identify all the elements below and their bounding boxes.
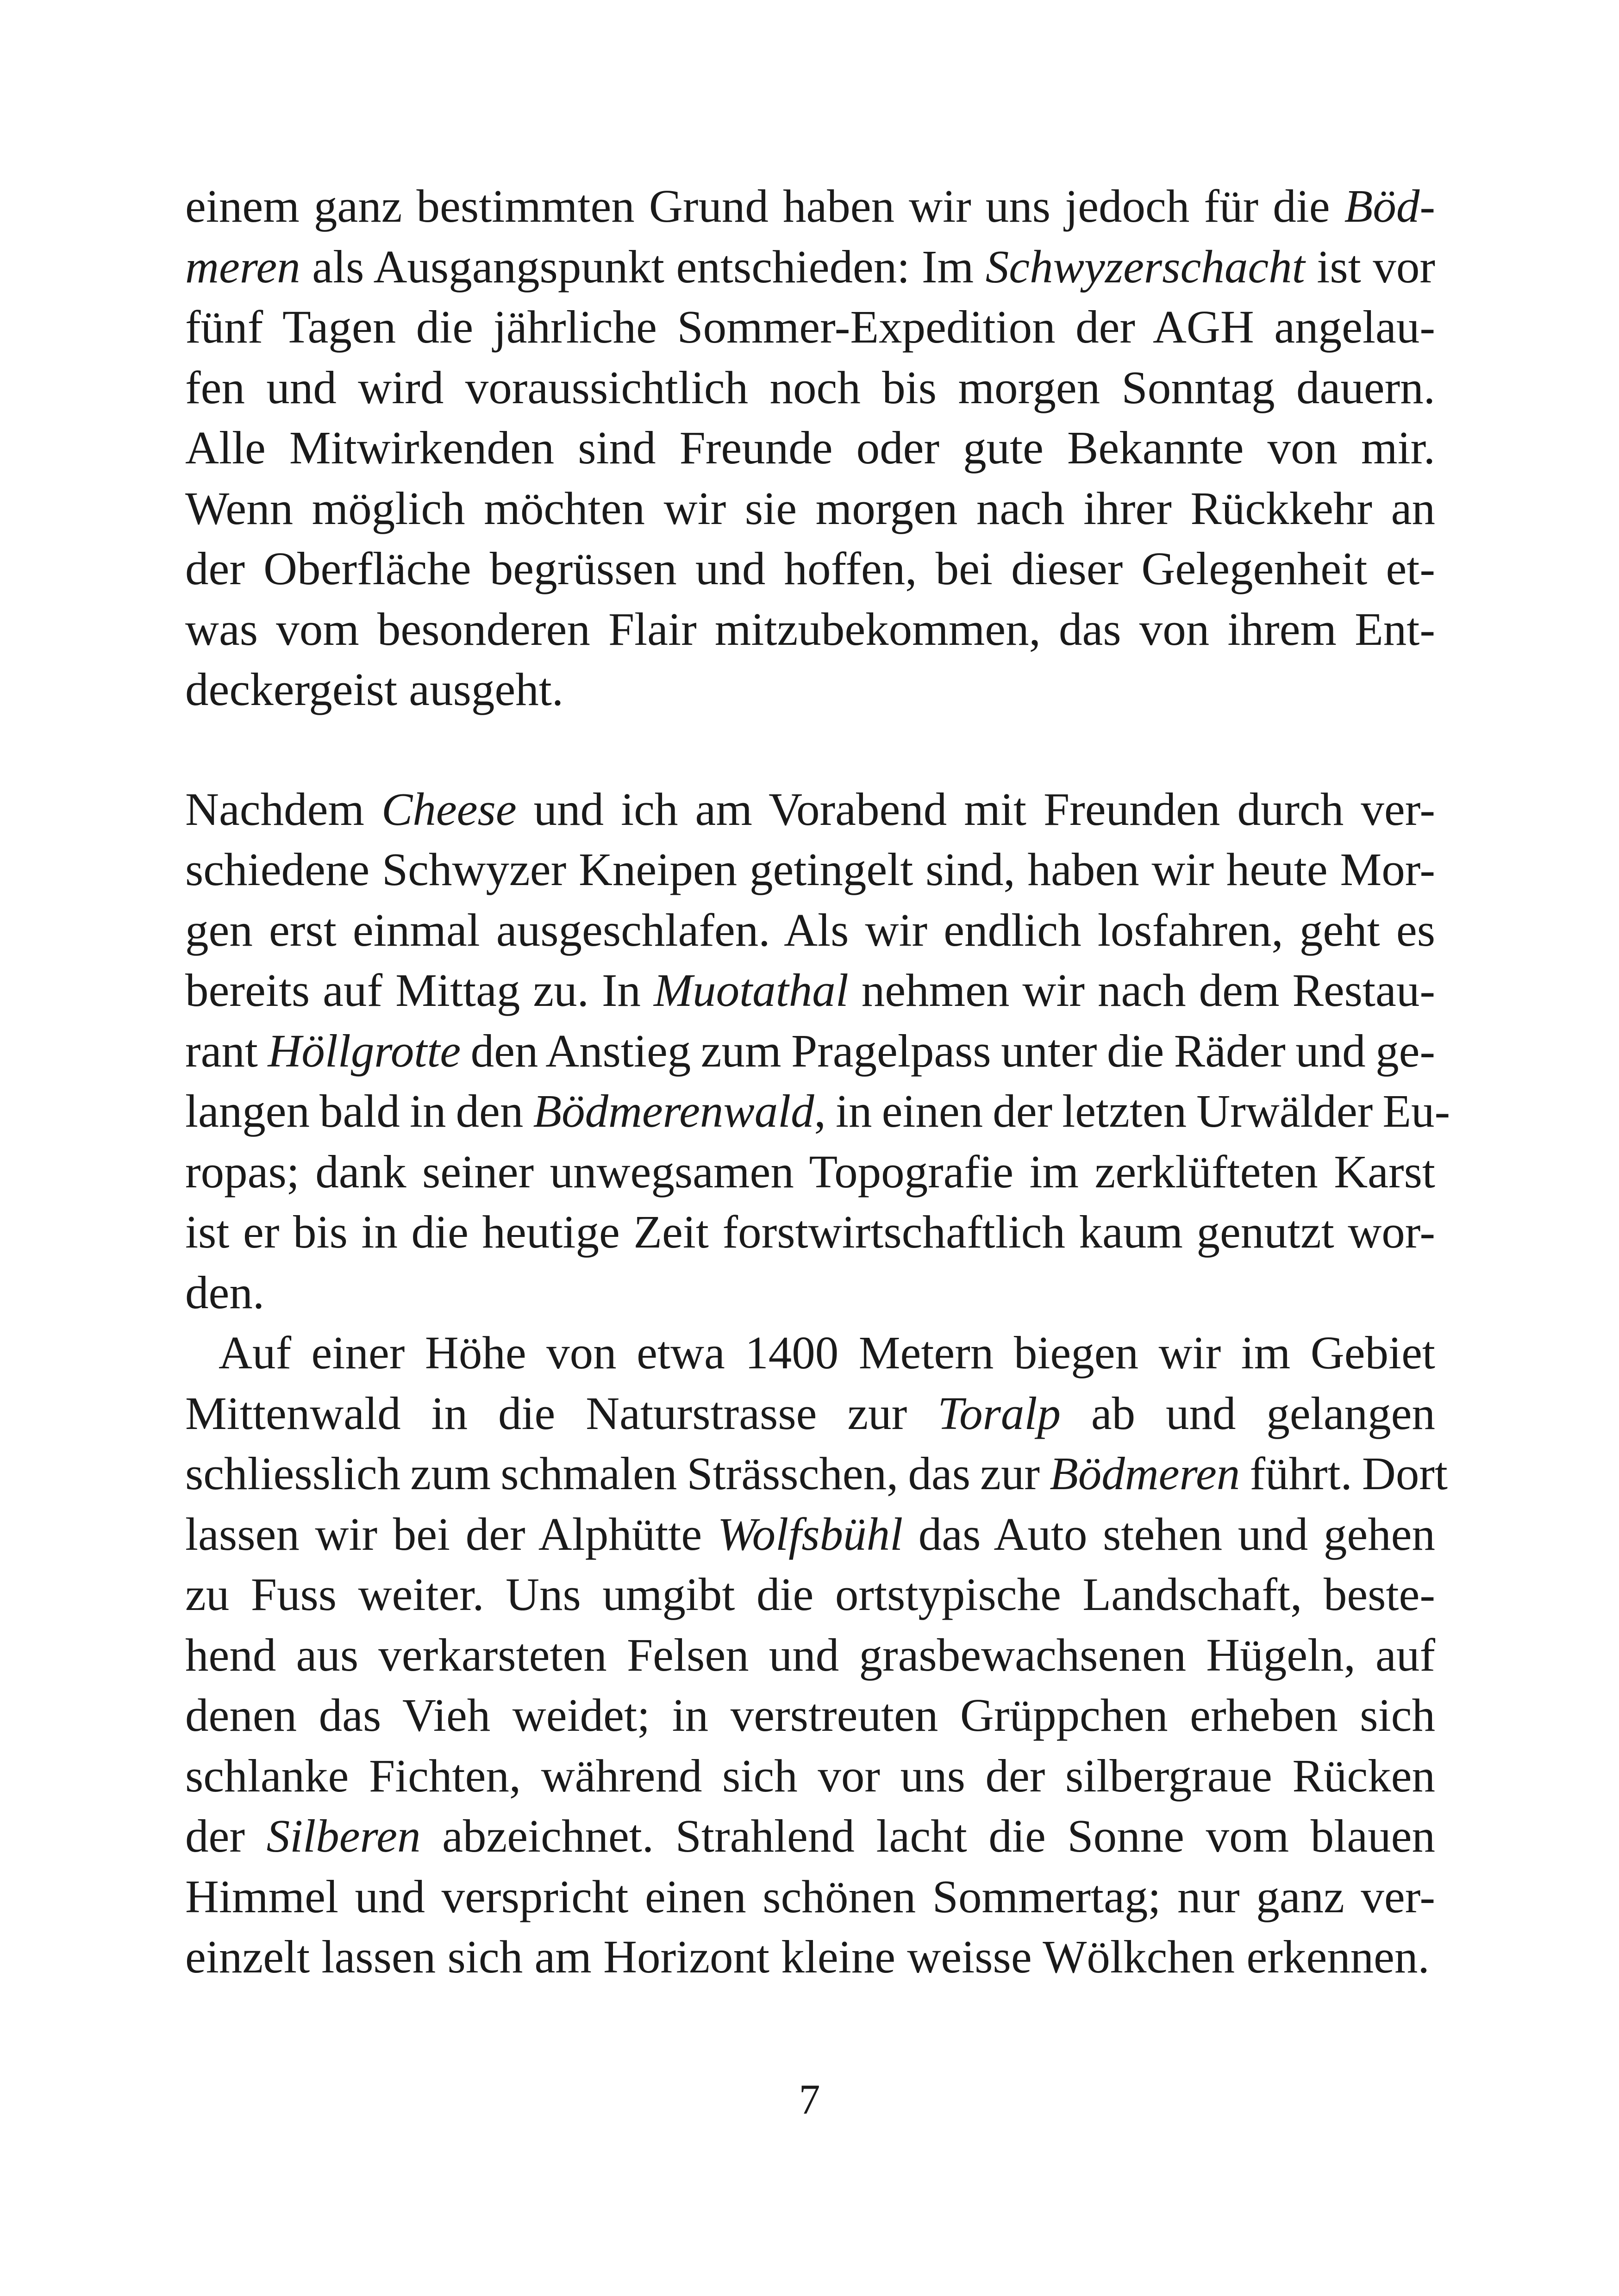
text-run: Nachdem — [185, 783, 381, 835]
text-run: ab und gelangen — [1060, 1387, 1435, 1439]
text-line — [185, 357, 1435, 418]
text-line — [185, 1383, 1435, 1444]
body-text — [185, 176, 1450, 1987]
text-run: bereits auf Mittag zu. In — [185, 964, 654, 1016]
text-run: schliesslich zum schmalen Strässchen, das zur — [185, 1447, 1050, 1499]
paragraph — [185, 1323, 1448, 1987]
text-line — [185, 1142, 1435, 1202]
text-line — [185, 1081, 1450, 1142]
italic-term: Muotathal — [653, 964, 849, 1016]
text-run: Wenn möglich möchten wir sie morgen nach ihrer Rückkehr an — [185, 482, 1435, 534]
text-run: fünf Tagen die jährliche Sommer-Expedition der AGH angelau- — [185, 301, 1435, 353]
text-run: abzeichnet. Strahlend lacht die Sonne vom blauen — [420, 1810, 1435, 1862]
text-run: deckergeist ausgeht. — [185, 663, 564, 715]
text-run: fen und wird voraussichtlich noch bis morgen Sonntag dauern. — [185, 361, 1435, 413]
text-run: den Anstieg zum Pragelpass unter die Räder und ge- — [461, 1024, 1435, 1077]
text-line — [185, 1443, 1448, 1504]
text-line — [185, 1625, 1435, 1685]
text-line — [185, 960, 1435, 1021]
text-run: langen bald in den — [185, 1085, 533, 1137]
text-line — [185, 1685, 1435, 1746]
text-line — [185, 1927, 1435, 1987]
text-line — [185, 659, 1435, 720]
text-run: , in einen der letzten Urwälder Eu- — [814, 1085, 1450, 1137]
text-run: gen erst einmal ausgeschlafen. Als wir endlich losfahren, geht es — [185, 904, 1435, 956]
text-line — [185, 478, 1435, 539]
text-run: hend aus verkarsteten Felsen und grasbewachsenen Hügeln, auf — [185, 1628, 1435, 1681]
italic-term: Wolfsbühl — [717, 1508, 903, 1560]
text-run: ropas; dank seiner unwegsamen Topografie im zerklüfteten Karst — [185, 1145, 1435, 1198]
text-line — [185, 1504, 1435, 1565]
text-line — [185, 900, 1435, 961]
text-line — [185, 1746, 1435, 1806]
text-line — [185, 418, 1435, 478]
text-line — [185, 1021, 1435, 1081]
italic-term: Bödmeren — [1050, 1447, 1240, 1499]
text-line — [185, 779, 1435, 840]
text-run: rant — [185, 1024, 268, 1077]
text-line — [185, 1564, 1435, 1625]
text-run: ist er bis in die heutige Zeit forstwirtschaftlich kaum genutzt wor- — [185, 1206, 1435, 1258]
text-line — [185, 1262, 1435, 1323]
text-run: schlanke Fichten, während sich vor uns der silbergraue Rücken — [185, 1749, 1435, 1802]
italic-term: Bödmerenwald — [533, 1085, 814, 1137]
text-line — [185, 1323, 1435, 1383]
text-run: Alle Mitwirkenden sind Freunde oder gute Bekannte von mir. — [185, 422, 1435, 474]
italic-term: Toralp — [938, 1387, 1061, 1439]
text-line — [185, 176, 1435, 237]
text-line — [185, 1202, 1435, 1262]
text-run: und ich am Vorabend mit Freunden durch ver- — [516, 783, 1435, 835]
paragraph — [185, 779, 1450, 1323]
italic-term: Silberen — [266, 1810, 421, 1862]
italic-term: Cheese — [381, 783, 517, 835]
text-line — [185, 538, 1435, 599]
italic-term: Schwyzerschacht — [985, 240, 1305, 293]
paragraph — [185, 176, 1435, 720]
page-number: 7 — [799, 2076, 820, 2123]
text-run: führt. Dort — [1240, 1447, 1448, 1499]
text-run: lassen wir bei der Alphütte — [185, 1508, 718, 1560]
text-line — [185, 1806, 1435, 1866]
text-run: der — [185, 1810, 267, 1862]
text-line — [185, 599, 1435, 660]
text-line — [185, 1866, 1435, 1927]
text-run: einem ganz bestimmten Grund haben wir uns jedoch für die — [185, 180, 1344, 232]
text-run: den. — [185, 1266, 265, 1318]
text-run: als Ausgangspunkt entschieden: Im — [300, 240, 986, 293]
italic-term: Böd- — [1344, 180, 1435, 232]
text-run: ist vor — [1305, 240, 1436, 293]
text-run: denen das Vieh weidet; in verstreuten Grüppchen erheben sich — [185, 1689, 1435, 1741]
text-run: zu Fuss weiter. Uns umgibt die ortstypische Landschaft, beste- — [185, 1568, 1435, 1620]
text-line — [185, 297, 1435, 357]
text-run: das Auto stehen und gehen — [903, 1508, 1435, 1560]
text-run: schiedene Schwyzer Kneipen getingelt sind, haben wir heute Mor- — [185, 843, 1435, 895]
text-run: nehmen wir nach dem Restau- — [848, 964, 1435, 1016]
text-run: Mittenwald in die Naturstrasse zur — [185, 1387, 938, 1439]
italic-term: Höllgrotte — [268, 1024, 461, 1077]
text-run: was vom besonderen Flair mitzubekommen, das von ihrem Ent- — [185, 603, 1435, 655]
text-run: einzelt lassen sich am Horizont kleine weisse Wölkchen erkennen. — [185, 1931, 1430, 1983]
text-run: Himmel und verspricht einen schönen Sommertag; nur ganz ver- — [185, 1870, 1435, 1922]
text-run: Auf einer Höhe von etwa 1400 Metern biegen wir im Gebiet — [219, 1327, 1435, 1379]
text-line — [185, 839, 1435, 900]
italic-term: meren — [185, 240, 300, 293]
text-line — [185, 237, 1435, 297]
text-run: der Oberfläche begrüssen und hoffen, bei dieser Gelegenheit et- — [185, 543, 1435, 594]
